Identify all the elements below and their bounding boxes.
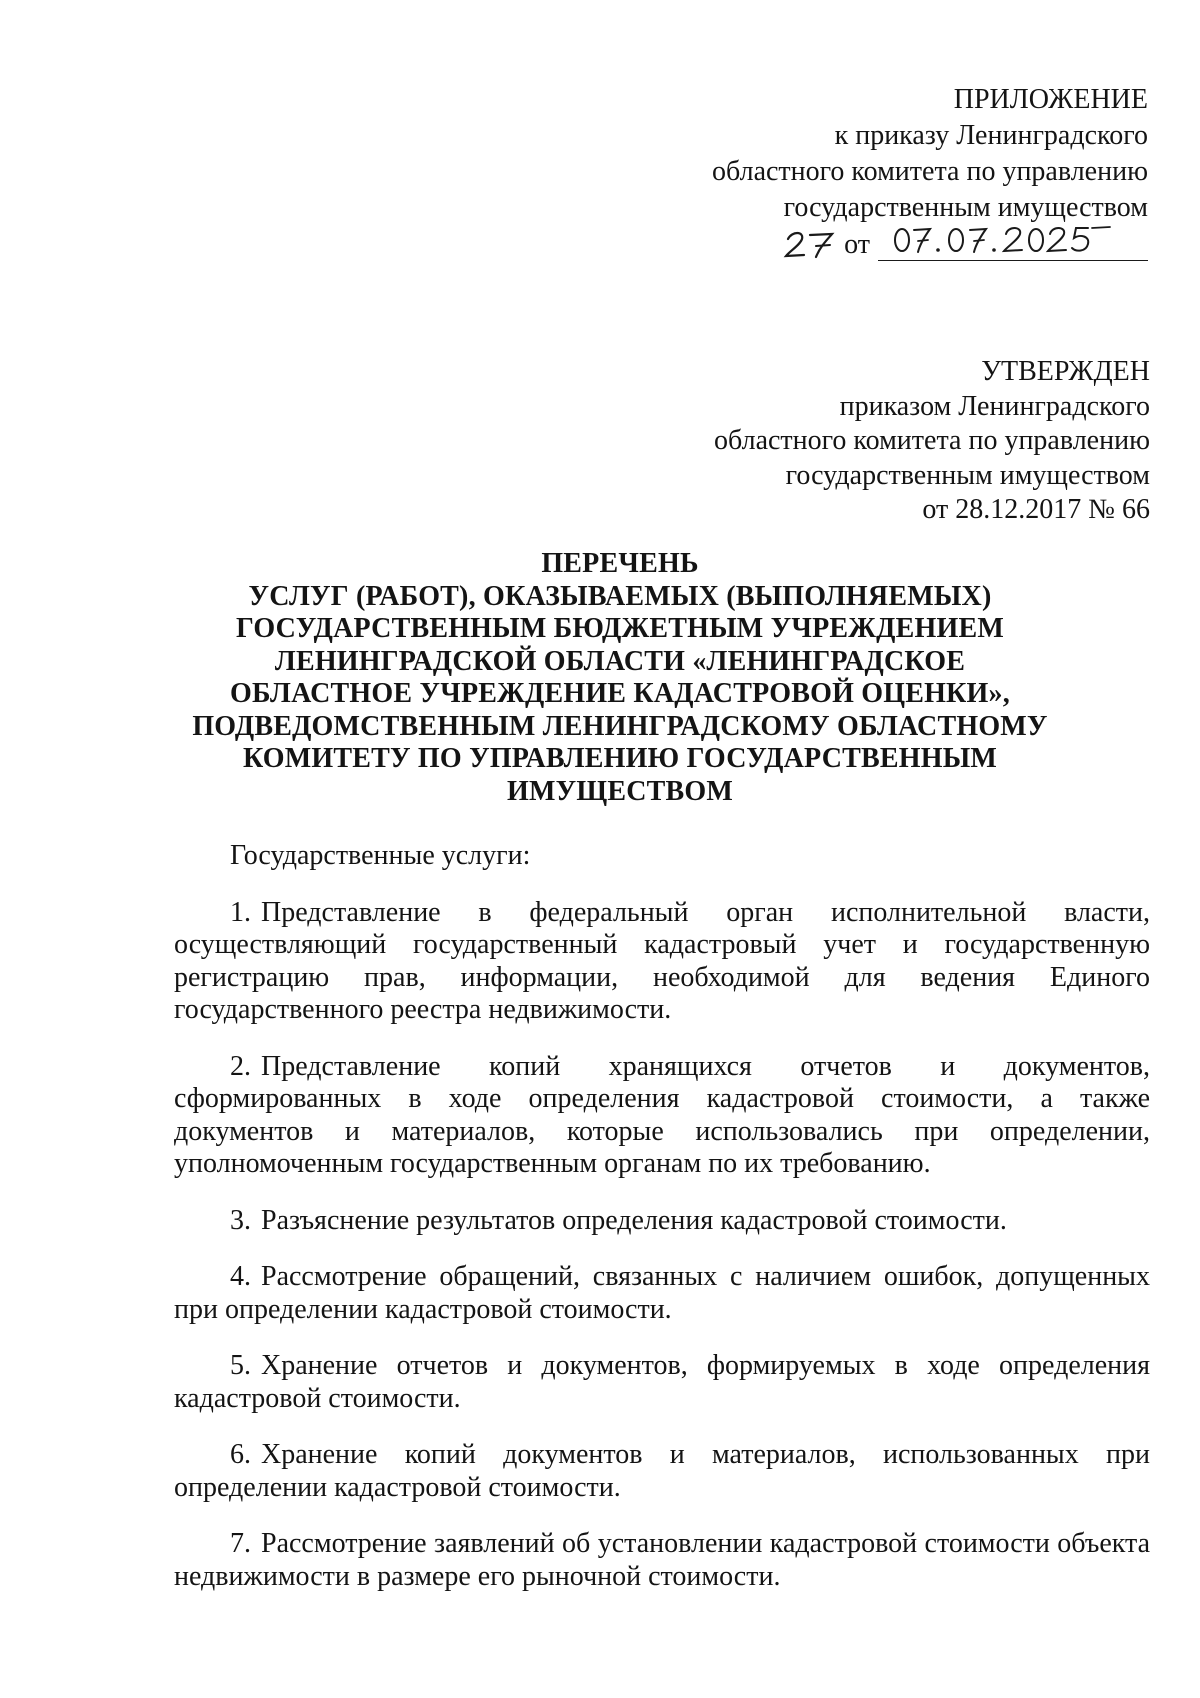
list-item bbox=[174, 1350, 1150, 1415]
item-text: Рассмотрение обращений, связанных с наличием ошибок, допущенных при определении кадастровой стоимости. bbox=[174, 1261, 1150, 1325]
list-item bbox=[174, 1439, 1150, 1504]
appendix-line-2: областного комитета по управлению bbox=[712, 156, 1148, 187]
appendix-line-3: государственным имуществом bbox=[783, 192, 1148, 223]
list-item bbox=[174, 897, 1150, 1027]
appendix-heading: ПРИЛОЖЕНИЕ bbox=[953, 84, 1148, 115]
title-line: ПЕРЕЧЕНЬ bbox=[541, 548, 699, 579]
appendix-line-1: к приказу Ленинградского bbox=[834, 120, 1148, 151]
item-number: 7. bbox=[230, 1528, 251, 1559]
approved-heading: УТВЕРЖДЕН bbox=[981, 356, 1150, 387]
item-text: Представление в федеральный орган исполнительной власти, осуществляющий государственный кадастровый учет и государственную регистрацию прав, информации, необходимой для ведения Единого государственного реестра недвижимости. bbox=[174, 896, 1150, 1025]
handwritten-date-field bbox=[878, 226, 1148, 261]
item-number: 6. bbox=[230, 1439, 251, 1470]
list-item bbox=[174, 1051, 1150, 1181]
order-number-date-line bbox=[588, 226, 1148, 266]
appendix-block bbox=[588, 82, 1148, 266]
approved-block bbox=[590, 355, 1150, 528]
services-intro: Государственные услуги: bbox=[230, 840, 531, 871]
item-text: Рассмотрение заявлений об установлении кадастровой стоимости объекта недвижимости в размере его рыночной стоимости. bbox=[174, 1528, 1150, 1592]
item-number: 3. bbox=[230, 1204, 251, 1236]
approved-line-4: от 28.12.2017 № 66 bbox=[922, 494, 1150, 525]
list-item bbox=[174, 1261, 1150, 1326]
title-line: ОБЛАСТНОЕ УЧРЕЖДЕНИЕ КАДАСТРОВОЙ ОЦЕНКИ», bbox=[230, 678, 1010, 709]
list-item bbox=[174, 1205, 1150, 1238]
approved-line-3: государственным имуществом bbox=[785, 459, 1150, 491]
item-text: Представление копий хранящихся отчетов и документов, сформированных в ходе определения кадастровой стоимости, а также документов и материалов, которые использовались при определении, уполномоченным государственным органам по их требованию. bbox=[174, 1050, 1150, 1179]
title-line: ПОДВЕДОМСТВЕННЫМ ЛЕНИНГРАДСКОМУ ОБЛАСТНОМУ bbox=[192, 710, 1048, 742]
title-line: КОМИТЕТУ ПО УПРАВЛЕНИЮ ГОСУДАРСТВЕННЫМ bbox=[242, 743, 998, 774]
item-text: Хранение отчетов и документов, формируемых в ходе определения кадастровой стоимости. bbox=[174, 1350, 1150, 1414]
item-number: 1. bbox=[230, 896, 251, 928]
title-line: ГОСУДАРСТВЕННЫМ БЮДЖЕТНЫМ УЧРЕЖДЕНИЕМ bbox=[236, 613, 1004, 644]
item-text: Хранение копий документов и материалов, использованных при определении кадастровой стоимости. bbox=[174, 1439, 1150, 1503]
title-line: ИМУЩЕСТВОМ bbox=[507, 775, 733, 807]
document-body bbox=[174, 840, 1150, 1617]
ot-label: от bbox=[844, 229, 870, 260]
item-number: 4. bbox=[230, 1261, 251, 1292]
item-number: 5. bbox=[230, 1350, 251, 1381]
handwritten-order-number bbox=[782, 229, 838, 259]
document-title bbox=[110, 548, 1130, 808]
list-item bbox=[174, 1528, 1150, 1593]
title-line: УСЛУГ (РАБОТ), ОКАЗЫВАЕМЫХ (ВЫПОЛНЯЕМЫХ) bbox=[248, 580, 992, 612]
approved-line-2: областного комитета по управлению bbox=[714, 425, 1150, 456]
item-number: 2. bbox=[230, 1050, 251, 1082]
title-line: ЛЕНИНГРАДСКОЙ ОБЛАСТИ «ЛЕНИНГРАДСКОЕ bbox=[274, 645, 966, 677]
approved-line-1: приказом Ленинградского bbox=[839, 390, 1150, 422]
item-text: Разъяснение результатов определения кадастровой стоимости. bbox=[261, 1204, 1007, 1236]
